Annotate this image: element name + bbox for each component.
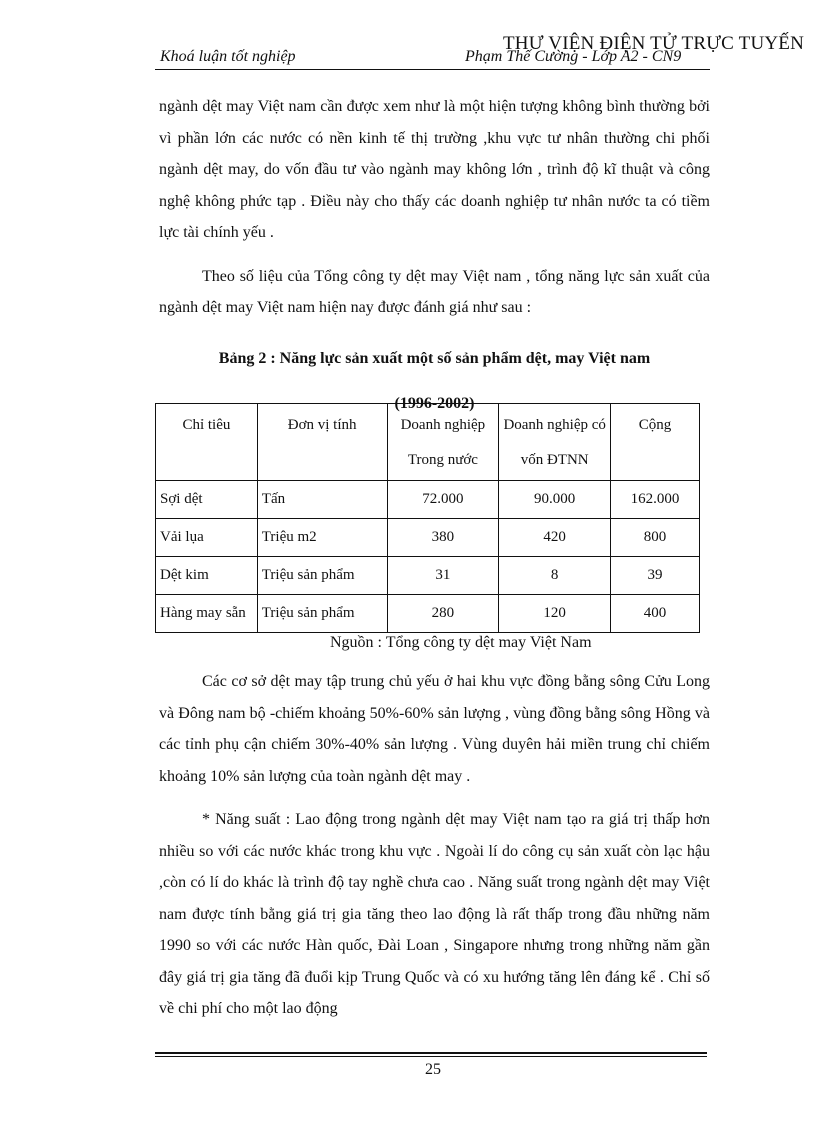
body-top — [159, 91, 710, 426]
table-row — [156, 519, 700, 557]
footer-divider-thin — [155, 1056, 707, 1057]
table-caption-years: (1996-2002) — [394, 394, 475, 412]
table-caption: Bảng 2 : Năng lực sản xuất một số sản phẩm dệt, may Việt nam — [218, 349, 651, 367]
table-cell: 280 — [387, 595, 499, 633]
table-cell: Vải lụa — [156, 519, 258, 557]
paragraph: * Năng suất : Lao động trong ngành dệt may Việt nam tạo ra giá trị thấp hơn nhiều so với các nước khác trong khu vực . Ngoài lí do công cụ sản xuất còn lạc hậu ,còn có lí do khác là trình độ tay nghề chưa cao . Năng suất trong ngành dệt may Việt nam được tính bằng giá trị gia tăng theo lao động là rất thấp trong đầu những năm 1990 so với các nước Hàn quốc, Đài Loan , Singapore nhưng trong những năm gần đây giá trị gia tăng đã đuổi kịp Trung Quốc và có xu hướng tăng lên đáng kể . Chỉ số về chi phí cho một lao động — [159, 811, 710, 1017]
body-bottom — [159, 666, 710, 1025]
table-cell: 72.000 — [387, 481, 499, 519]
table-cell: 8 — [499, 557, 611, 595]
table-source: Nguồn : Tổng công ty dệt may Việt Nam — [330, 634, 592, 651]
table-cell: 800 — [611, 519, 700, 557]
table-cell: 420 — [499, 519, 611, 557]
header-title: Khoá luận tốt nghiệp — [160, 48, 296, 65]
table-cell: 31 — [387, 557, 499, 595]
table-row — [156, 595, 700, 633]
paragraph: Theo số liệu của Tổng công ty dệt may Việt nam , tổng năng lực sản xuất của ngành dệt may Việt nam hiện nay được đánh giá như sau : — [159, 267, 710, 316]
column-header: Cộng — [611, 404, 700, 481]
paragraph: Các cơ sở dệt may tập trung chủ yếu ở hai khu vực đồng bằng sông Cửu Long và Đông nam bộ -chiếm khoảng 50%-60% sản lượng , vùng đồng bằng sông Hồng và các tỉnh phụ cận chiếm 30%-40% sản lượng . Vùng duyên hải miền trung chỉ chiếm khoảng 10% sản lượng của toàn ngành dệt may . — [159, 673, 710, 785]
table-cell: Hàng may sẵn — [156, 595, 258, 633]
production-capacity-table — [155, 403, 700, 633]
table-cell: 162.000 — [611, 481, 700, 519]
column-header: Doanh nghiệp Trong nước — [387, 404, 499, 481]
column-header: Doanh nghiệp có vốn ĐTNN — [499, 404, 611, 481]
table-cell: 39 — [611, 557, 700, 595]
table-row — [156, 557, 700, 595]
column-header: Đơn vị tính — [257, 404, 387, 481]
table-cell: Dệt kim — [156, 557, 258, 595]
table-cell: 120 — [499, 595, 611, 633]
table-cell: Sợi dệt — [156, 481, 258, 519]
paragraph: ngành dệt may Việt nam cần được xem như là một hiện tượng không bình thường bởi vì phần lớn các nước có nền kinh tế thị trường ,khu vực tư nhân thường chi phối ngành dệt may, do vốn đầu tư vào ngành may không lớn , trình độ kĩ thuật và công nghệ không phức tạp . Điều này cho thấy các doanh nghiệp tư nhân nước ta có tiềm lực tài chính yếu . — [159, 98, 710, 241]
table-cell: Triệu sản phẩm — [257, 595, 387, 633]
library-watermark: THƯ VIỆN ĐIỆN TỬ TRỰC TUYẾN — [503, 33, 805, 54]
table-row — [156, 481, 700, 519]
table-cell: Triệu sản phẩm — [257, 557, 387, 595]
table-cell: 90.000 — [499, 481, 611, 519]
header-author: Phạm Thế Cường - Lớp A2 - CN9 — [465, 48, 682, 65]
header-divider — [155, 69, 710, 70]
table-header-row — [156, 404, 700, 481]
table-cell: 400 — [611, 595, 700, 633]
column-header: Chỉ tiêu — [156, 404, 258, 481]
table-cell: Tấn — [257, 481, 387, 519]
page-number: 25 — [425, 1061, 441, 1078]
table-cell: Triệu m2 — [257, 519, 387, 557]
table-cell: 380 — [387, 519, 499, 557]
footer-divider — [155, 1052, 707, 1054]
